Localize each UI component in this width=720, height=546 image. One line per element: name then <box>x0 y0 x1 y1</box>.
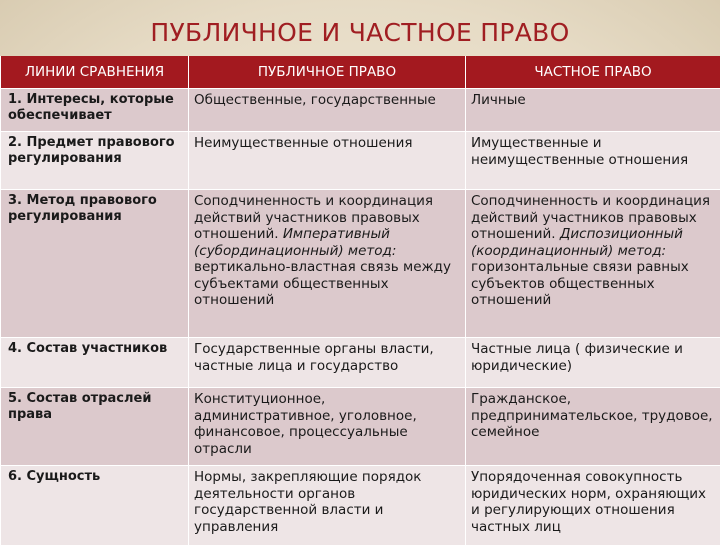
method-name: Императивный (субординационный) метод: <box>194 226 396 259</box>
header-public-law: ПУБЛИЧНОЕ ПРАВО <box>189 56 466 89</box>
public-law-cell: Общественные, государственные <box>189 89 466 132</box>
criterion-cell: 3. Метод правового регулирования <box>1 190 189 338</box>
criterion-cell: 4. Состав участников <box>1 338 189 388</box>
criterion-cell: 1. Интересы, которые обеспечивает <box>1 89 189 132</box>
private-law-cell: Личные <box>466 89 720 132</box>
slide-title: ПУБЛИЧНОЕ И ЧАСТНОЕ ПРАВО <box>0 18 720 47</box>
criterion-cell: 6. Сущность <box>1 466 189 546</box>
private-law-cell: Упорядоченная совокупность юридических норм, охраняющих и регулирующих отношения частных лиц <box>466 466 720 546</box>
table-row <box>1 388 720 466</box>
method-text: Соподчиненность и координация действий участников правовых отношений. <box>194 193 433 242</box>
public-law-cell: Неимущественные отношения <box>189 132 466 190</box>
criterion-cell: 5. Состав отраслей права <box>1 388 189 466</box>
public-law-cell <box>189 190 466 338</box>
private-law-cell: Гражданское, предпринимательское, трудовое, семейное <box>466 388 720 466</box>
public-law-cell: Конституционное, административное, уголовное, финансовое, процессуальные отрасли <box>189 388 466 466</box>
method-name: Диспозиционный (координационный) метод: <box>471 226 683 259</box>
method-text: Соподчиненность и координация действий участников правовых отношений. <box>471 193 710 242</box>
private-law-cell: Имущественные и неимущественные отношения <box>466 132 720 190</box>
private-law-cell: Частные лица ( физические и юридические) <box>466 338 720 388</box>
table-row <box>1 132 720 190</box>
private-law-cell <box>466 190 720 338</box>
method-description: горизонтальные связи равных субъектов общественных отношений <box>471 259 689 308</box>
table-row <box>1 466 720 546</box>
method-description: вертикально-властная связь между субъектами общественных отношений <box>194 259 451 308</box>
comparison-table <box>0 56 720 546</box>
header-private-law: ЧАСТНОЕ ПРАВО <box>466 56 720 89</box>
table-row <box>1 89 720 132</box>
header-criteria: ЛИНИИ СРАВНЕНИЯ <box>1 56 189 89</box>
criterion-cell: 2. Предмет правового регулирования <box>1 132 189 190</box>
public-law-cell: Нормы, закрепляющие порядок деятельности органов государственной власти и управления <box>189 466 466 546</box>
table-row <box>1 338 720 388</box>
public-law-cell: Государственные органы власти, частные лица и государство <box>189 338 466 388</box>
table-header-row <box>1 56 720 89</box>
table-row <box>1 190 720 338</box>
